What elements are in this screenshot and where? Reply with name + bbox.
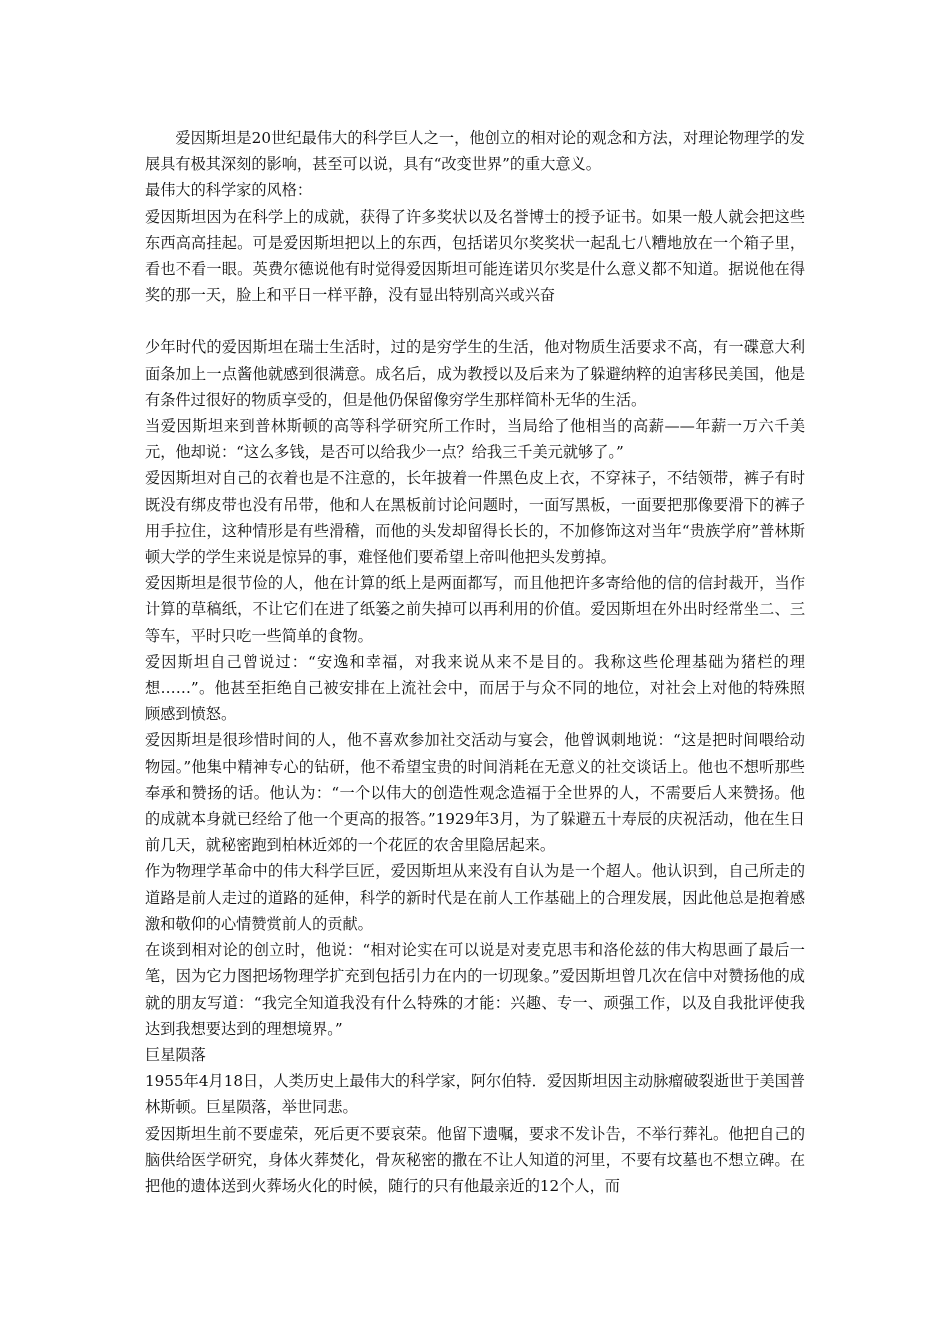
section-heading-style: 最伟大的科学家的风格：	[145, 181, 313, 200]
paragraph-relativity: 在谈到相对论的创立时，他说：“相对论实在可以说是对麦克思韦和洛伦兹的伟大构思画了最后一笔，因为它力图把场物理学扩充到包括引力在内的一切现象。”爱因斯坦曾几次在信中对赞扬他的成就的朋友写道：“我完全知道我没有什么特殊的才能：兴趣、专一、顽强工作，以及自我批评使我达到我想要达到的理想境界。”	[145, 941, 805, 1038]
paragraph-clothing: 爱因斯坦对自己的衣着也是不注意的，长年披着一件黑色皮上衣，不穿袜子，不结领带，裤子有时既没有绑皮带也没有吊带，他和人在黑板前讨论问题时，一面写黑板，一面要把那像要滑下的裤子用手拉住，这种情形是有些滑稽，而他的头发却留得长长的，不加修饰这对当年“贵族学府”普林斯顿大学的学生来说是惊异的事，难怪他们要希望上帝叫他把头发剪掉。	[145, 469, 805, 567]
paragraph-happiness: 爱因斯坦自己曾说过：“安逸和幸福，对我来说从来不是目的。我称这些伦理基础为猪栏的理想……”。他甚至拒绝自己被安排在上流社会中，而居于与众不同的地位，对社会上对他的特殊照顾感到愤怒。	[145, 652, 805, 724]
paragraph-time: 爱因斯坦是很珍惜时间的人，他不喜欢参加社交活动与宴会，他曾讽刺地说：“这是把时间喂给动物园。”他集中精神专心的钻研，他不希望宝贵的时间消耗在无意义的社交谈话上。他也不想听那些奉承和赞扬的话。他认为：“一个以伟大的创造性观念造福于全世界的人，不需要后人来赞扬。他的成就本身就已经给了他一个更高的报答。”1929年3月，为了躲避五十寿辰的庆祝活动，他在生日前几天，就秘密跑到柏林近郊的一个花匠的农舍里隐居起来。	[145, 731, 805, 855]
paragraph-frugal: 爱因斯坦是很节俭的人，他在计算的纸上是两面都写，而且他把许多寄给他的信的信封裁开，当作计算的草稿纸，不让它们在进了纸篓之前失掉可以再利用的价值。爱因斯坦在外出时经常坐二、三等车，平时只吃一些简单的食物。	[145, 574, 805, 645]
paragraph-humility: 作为物理学革命中的伟大科学巨匠，爱因斯坦从来没有自认为是一个超人。他认识到，自己所走的道路是前人走过的道路的延伸，科学的新时代是在前人工作基础上的合理发展，因此他总是抱着感激和敬仰的心情赞赏前人的贡献。	[145, 862, 805, 933]
paragraph-will: 爱因斯坦生前不要虚荣，死后更不要哀荣。他留下遗嘱，要求不发讣告，不举行葬礼。他把自己的脑供给医学研究，身体火葬焚化，骨灰秘密的撒在不让人知道的河里，不要有坟墓也不想立碑。在把他的遗体送到火葬场火化的时候，随行的只有他最亲近的12个人，而	[145, 1124, 805, 1195]
paragraph-salary: 当爱因斯坦来到普林斯顿的高等科学研究所工作时，当局给了他相当的高薪——年薪一万六千美元，他却说：“这么多钱，是否可以给我少一点？给我三千美元就够了。”	[145, 417, 805, 462]
section-heading-death: 巨星陨落	[145, 1045, 206, 1064]
document-body	[145, 125, 805, 1199]
paragraph-death-date: 1955年4月18日，人类历史上最伟大的科学家，阿尔伯特．爱因斯坦因主动脉瘤破裂逝世于美国普林斯顿。巨星陨落，举世同悲。	[145, 1072, 805, 1117]
paragraph-youth: 少年时代的爱因斯坦在瑞士生活时，过的是穷学生的生活，他对物质生活要求不高，有一碟意大利面条加上一点酱他就感到很满意。成名后，成为教授以及后来为了躲避纳粹的迫害移民美国，他是有条件过很好的物质享受的，但是他仍保留像穷学生那样简朴无华的生活。	[145, 338, 805, 409]
paragraph-gap	[145, 308, 805, 334]
paragraph-awards: 爱因斯坦因为在科学上的成就，获得了许多奖状以及名誉博士的授予证书。如果一般人就会把这些东西高高挂起。可是爱因斯坦把以上的东西，包括诺贝尔奖奖状一起乱七八糟地放在一个箱子里，看也不看一眼。英费尔德说他有时觉得爱因斯坦可能连诺贝尔奖是什么意义都不知道。据说他在得奖的那一天，脸上和平日一样平静，没有显出特别高兴或兴奋	[145, 207, 805, 305]
intro-paragraph: 爱因斯坦是20世纪最伟大的科学巨人之一，他创立的相对论的观念和方法，对理论物理学的发展具有极其深刻的影响，甚至可以说，具有“改变世界”的重大意义。	[145, 129, 805, 174]
